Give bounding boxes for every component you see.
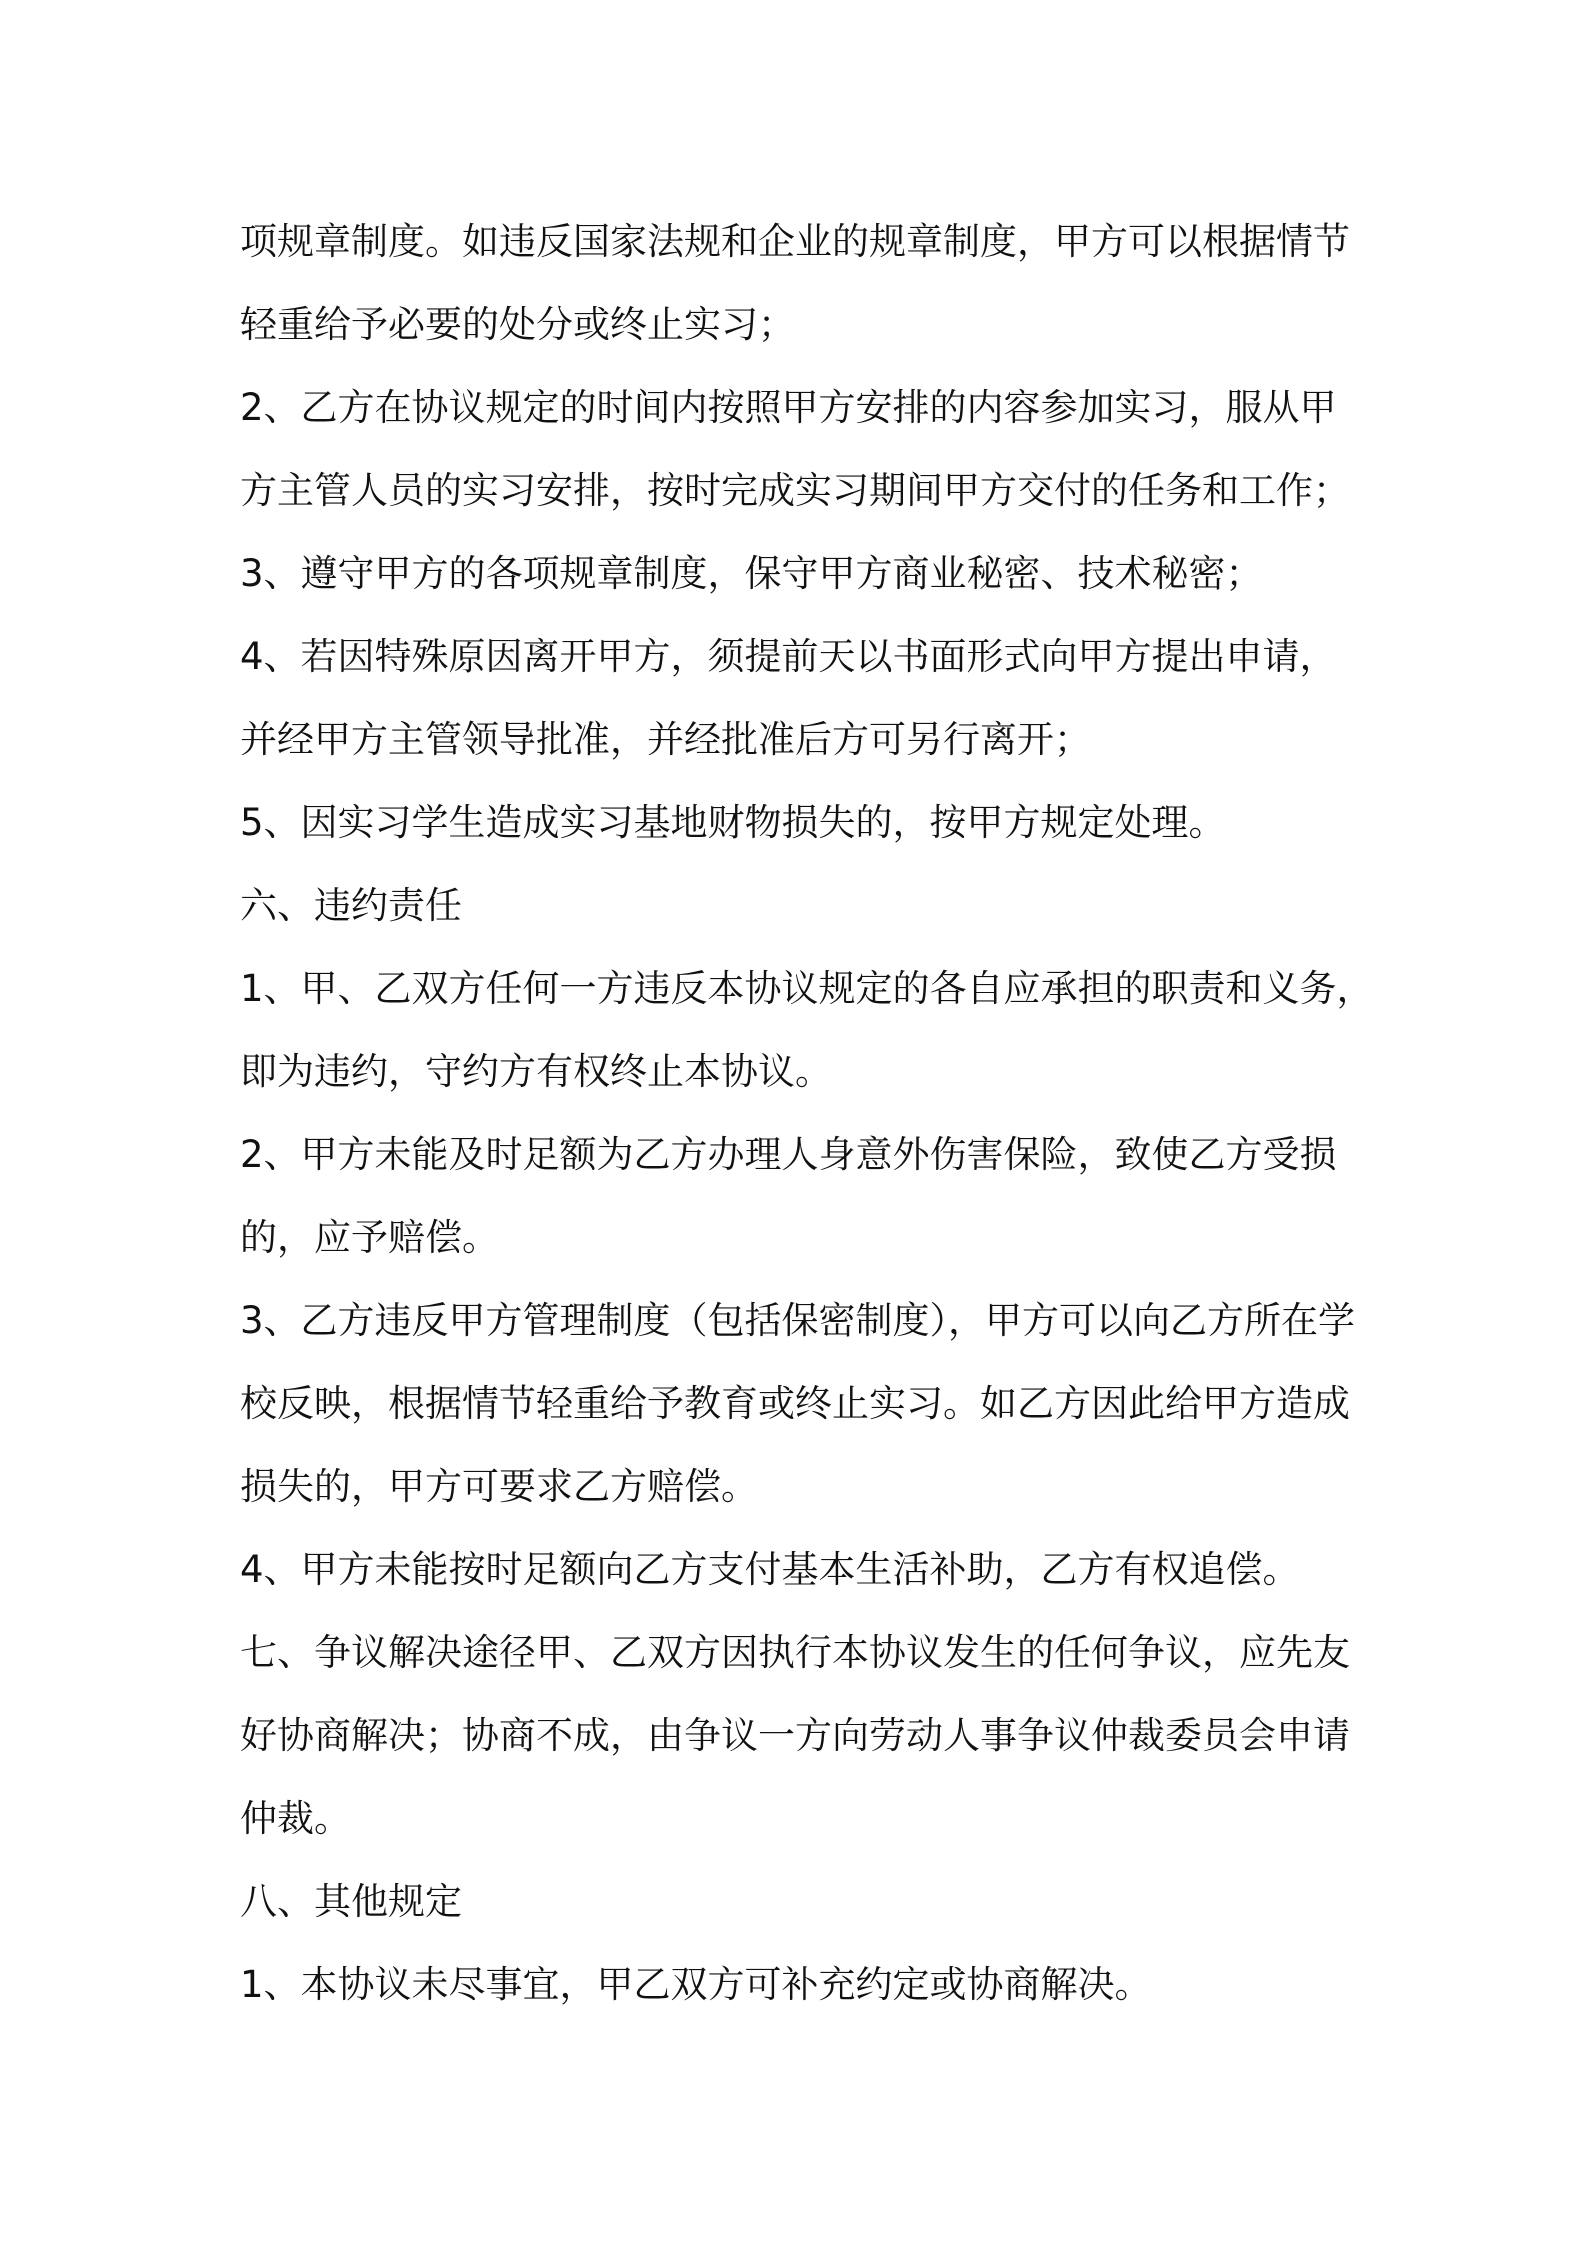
text-line-3: 2、乙方在协议规定的时间内按照甲方安排的内容参加实习，服从甲 [240, 386, 1337, 429]
text-line-20: 仲裁。 [240, 1797, 351, 1840]
section-heading-7: 七、争议解决途径甲、乙双方因执行本协议发生的任何争议，应先友 [240, 1631, 1350, 1674]
text-line-10: 1、甲、乙双方任何一方违反本协议规定的各自应承担的职责和义务， [240, 967, 1374, 1010]
text-line-5: 3、遵守甲方的各项规章制度，保守甲方商业秘密、技术秘密； [240, 552, 1263, 595]
text-line-15: 校反映，根据情节轻重给予教育或终止实习。如乙方因此给甲方造成 [240, 1382, 1350, 1425]
text-line-16: 损失的，甲方可要求乙方赔偿。 [240, 1465, 758, 1508]
document-body [240, 200, 1380, 2026]
text-line-11: 即为违约，守约方有权终止本协议。 [240, 1050, 832, 1093]
text-line-14: 3、乙方违反甲方管理制度（包括保密制度），甲方可以向乙方所在学 [240, 1299, 1356, 1342]
text-line-7: 并经甲方主管领导批准，并经批准后方可另行离开； [240, 718, 1091, 761]
text-line-1: 项规章制度。如违反国家法规和企业的规章制度，甲方可以根据情节 [240, 220, 1350, 263]
text-line-8: 5、因实习学生造成实习基地财物损失的，按甲方规定处理。 [240, 801, 1226, 844]
section-heading-8: 八、其他规定 [240, 1880, 462, 1923]
text-line-12: 2、甲方未能及时足额为乙方办理人身意外伤害保险，致使乙方受损 [240, 1133, 1337, 1176]
text-line-6: 4、若因特殊原因离开甲方，须提前天以书面形式向甲方提出申请， [240, 635, 1337, 678]
text-line-4: 方主管人员的实习安排，按时完成实习期间甲方交付的任务和工作； [240, 469, 1350, 512]
text-line-17: 4、甲方未能按时足额向乙方支付基本生活补助，乙方有权追偿。 [240, 1548, 1300, 1591]
text-line-2: 轻重给予必要的处分或终止实习； [240, 303, 795, 346]
text-line-13: 的，应予赔偿。 [240, 1216, 499, 1259]
text-line-22: 1、本协议未尽事宜，甲乙双方可补充约定或协商解决。 [240, 1963, 1152, 2006]
section-heading-6: 六、违约责任 [240, 884, 462, 927]
text-line-19: 好协商解决；协商不成，由争议一方向劳动人事争议仲裁委员会申请 [240, 1714, 1350, 1757]
